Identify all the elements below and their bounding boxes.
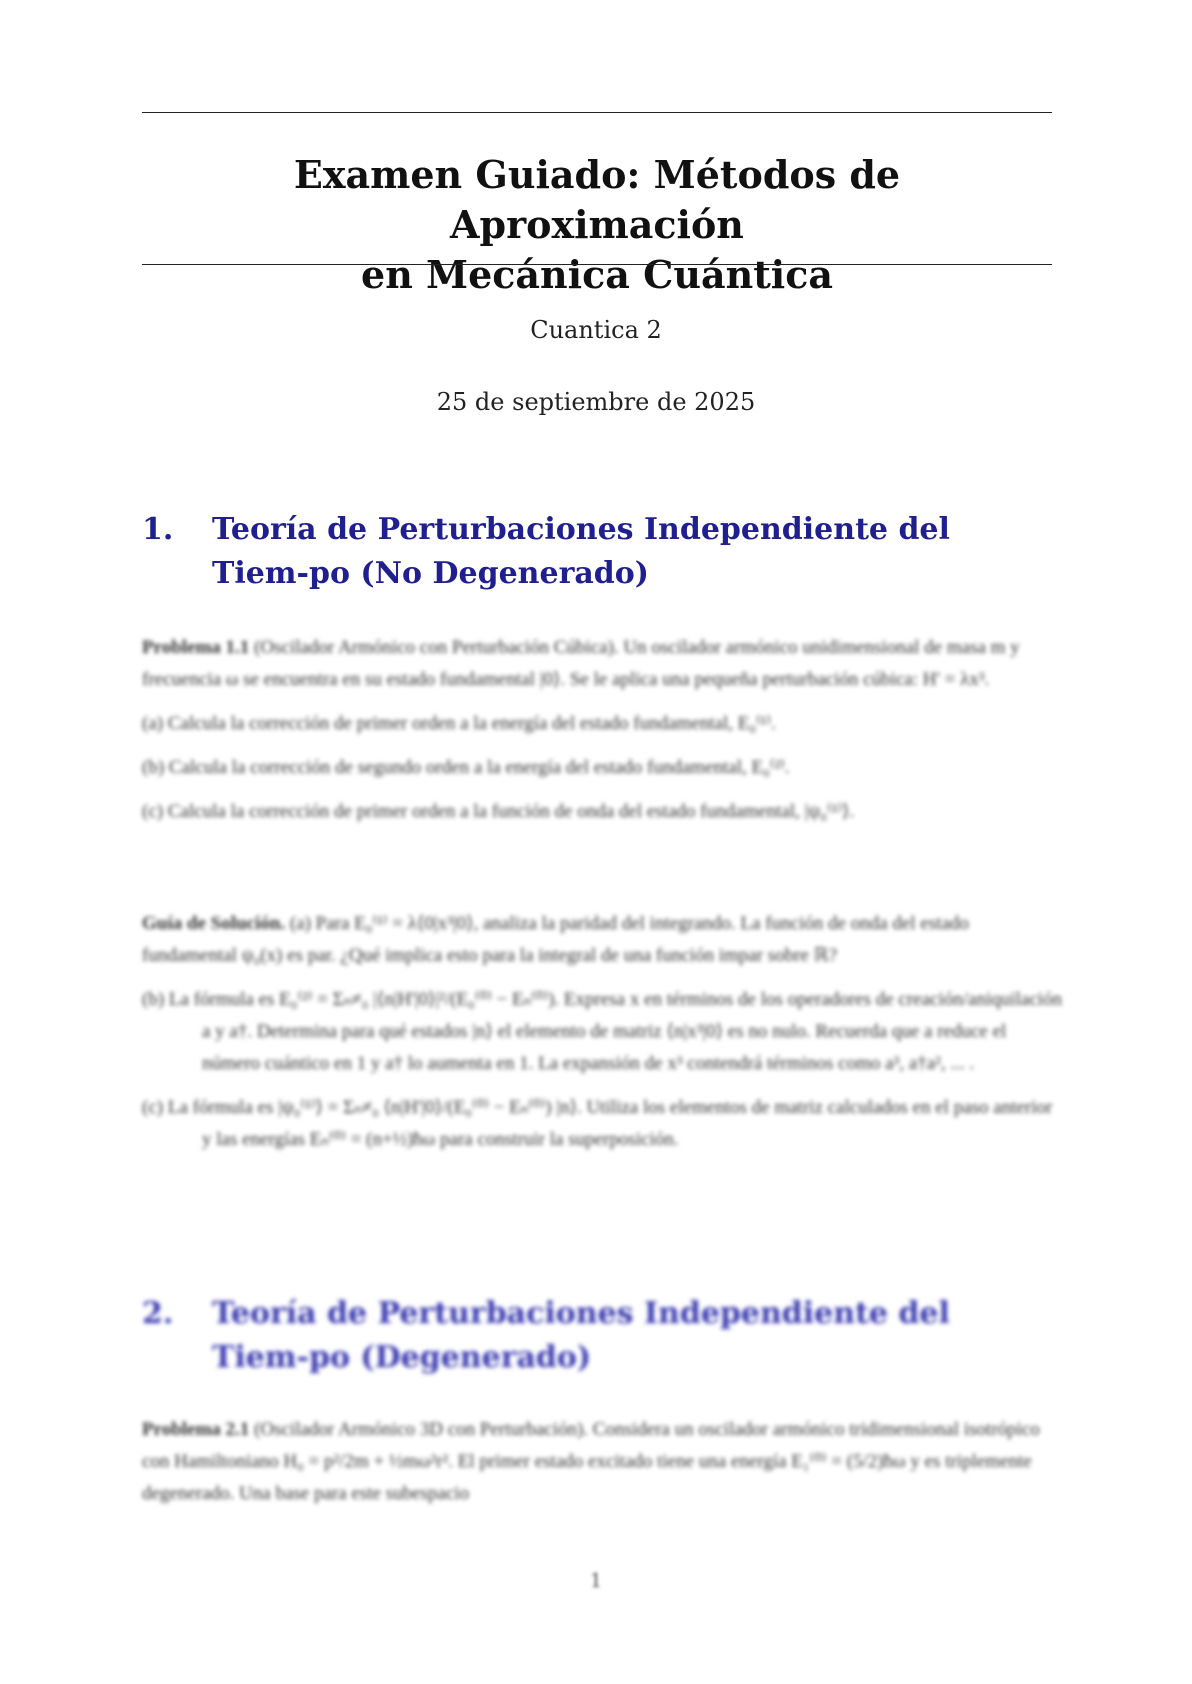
section-title: Teoría de Perturbaciones Independiente del Tiem-po (No Degenerado): [212, 512, 950, 591]
problem-1-1: [142, 632, 1062, 828]
section-number: 1.: [142, 512, 174, 547]
document-date: 25 de septiembre de 2025: [436, 388, 756, 416]
problem-2-1: [142, 1414, 1062, 1510]
problem-label: Problema 1.1: [142, 637, 250, 658]
document-author: Cuantica 2: [530, 316, 662, 344]
guide-item-c: (c) La fórmula es |ψ₀⁽¹⁾⟩ = Σₙ≠₀ ⟨n|H'|0⟩/(E₀⁽⁰⁾ − Eₙ⁽⁰⁾) |n⟩. Utiliza los elementos de matriz calculados en el paso anterior y las energías Eₙ⁽⁰⁾ = (n+½)ħω para construir la superposición.: [142, 1097, 1053, 1150]
guide-label: Guía de Solución.: [142, 913, 286, 934]
solution-guide-1: [142, 908, 1062, 1156]
problem-item-a: (a) Calcula la corrección de primer orden a la energía del estado fundamental, E₀⁽¹⁾.: [142, 713, 776, 734]
title-line-1: Examen Guiado: Métodos de Aproximación: [293, 152, 901, 247]
title-bottom-rule: [142, 264, 1052, 265]
page-number: 1: [589, 1568, 603, 1592]
title-top-rule: [142, 112, 1052, 113]
problem-item-c: (c) Calcula la corrección de primer orden a la función de onda del estado fundamental, |ψ₀⁽¹⁾⟩.: [142, 801, 855, 822]
section-title: Teoría de Perturbaciones Independiente del Tiem-po (Degenerado): [212, 1296, 950, 1375]
guide-item-a: (a) Para E₀⁽¹⁾ = λ⟨0|x³|0⟩, analiza la paridad del integrando. La función de onda del estado fundamental ψ₀(x) es par. ¿Qué implica esto para la integral de una función impar sobre ℝ?: [142, 913, 969, 966]
problem-text: (Oscilador Armónico con Perturbación Cúbica). Un oscilador armónico unidimensional de masa m y frecuencia ω se encuentra en su estado fundamental |0⟩. Se le aplica una pequeña perturbación cúbica: H' = λx³.: [142, 637, 1020, 690]
problem-label: Problema 2.1: [142, 1419, 250, 1440]
section-number: 2.: [142, 1296, 174, 1331]
problem-text: (Oscilador Armónico 3D con Perturbación). Considera un oscilador armónico tridimensional isotrópico con Hamiltoniano H₀ = p²/2m + ½mω²r². El primer estado excitado tiene una energía E₁⁽⁰⁾ = (5/2)ħω y es triplemente degenerado. Una base para este subespacio: [142, 1419, 1040, 1504]
document-title: [142, 150, 1052, 300]
title-line-2: en Mecánica Cuántica: [361, 252, 833, 297]
guide-item-b: (b) La fórmula es E₀⁽²⁾ = Σₙ≠₀ |⟨n|H'|0⟩|²/(E₀⁽⁰⁾ − Eₙ⁽⁰⁾). Expresa x en términos de los operadores de creación/aniquilación a y a†. Determina para qué estados |n⟩ el elemento de matriz ⟨n|x³|0⟩ es no nulo. Recuerda que a reduce el número cuántico en 1 y a† lo aumenta en 1. La expansión de x³ contendrá términos como a³, a†a², ... .: [142, 989, 1062, 1074]
problem-item-b: (b) Calcula la corrección de segundo orden a la energía del estado fundamental, E₀⁽²⁾.: [142, 757, 790, 778]
